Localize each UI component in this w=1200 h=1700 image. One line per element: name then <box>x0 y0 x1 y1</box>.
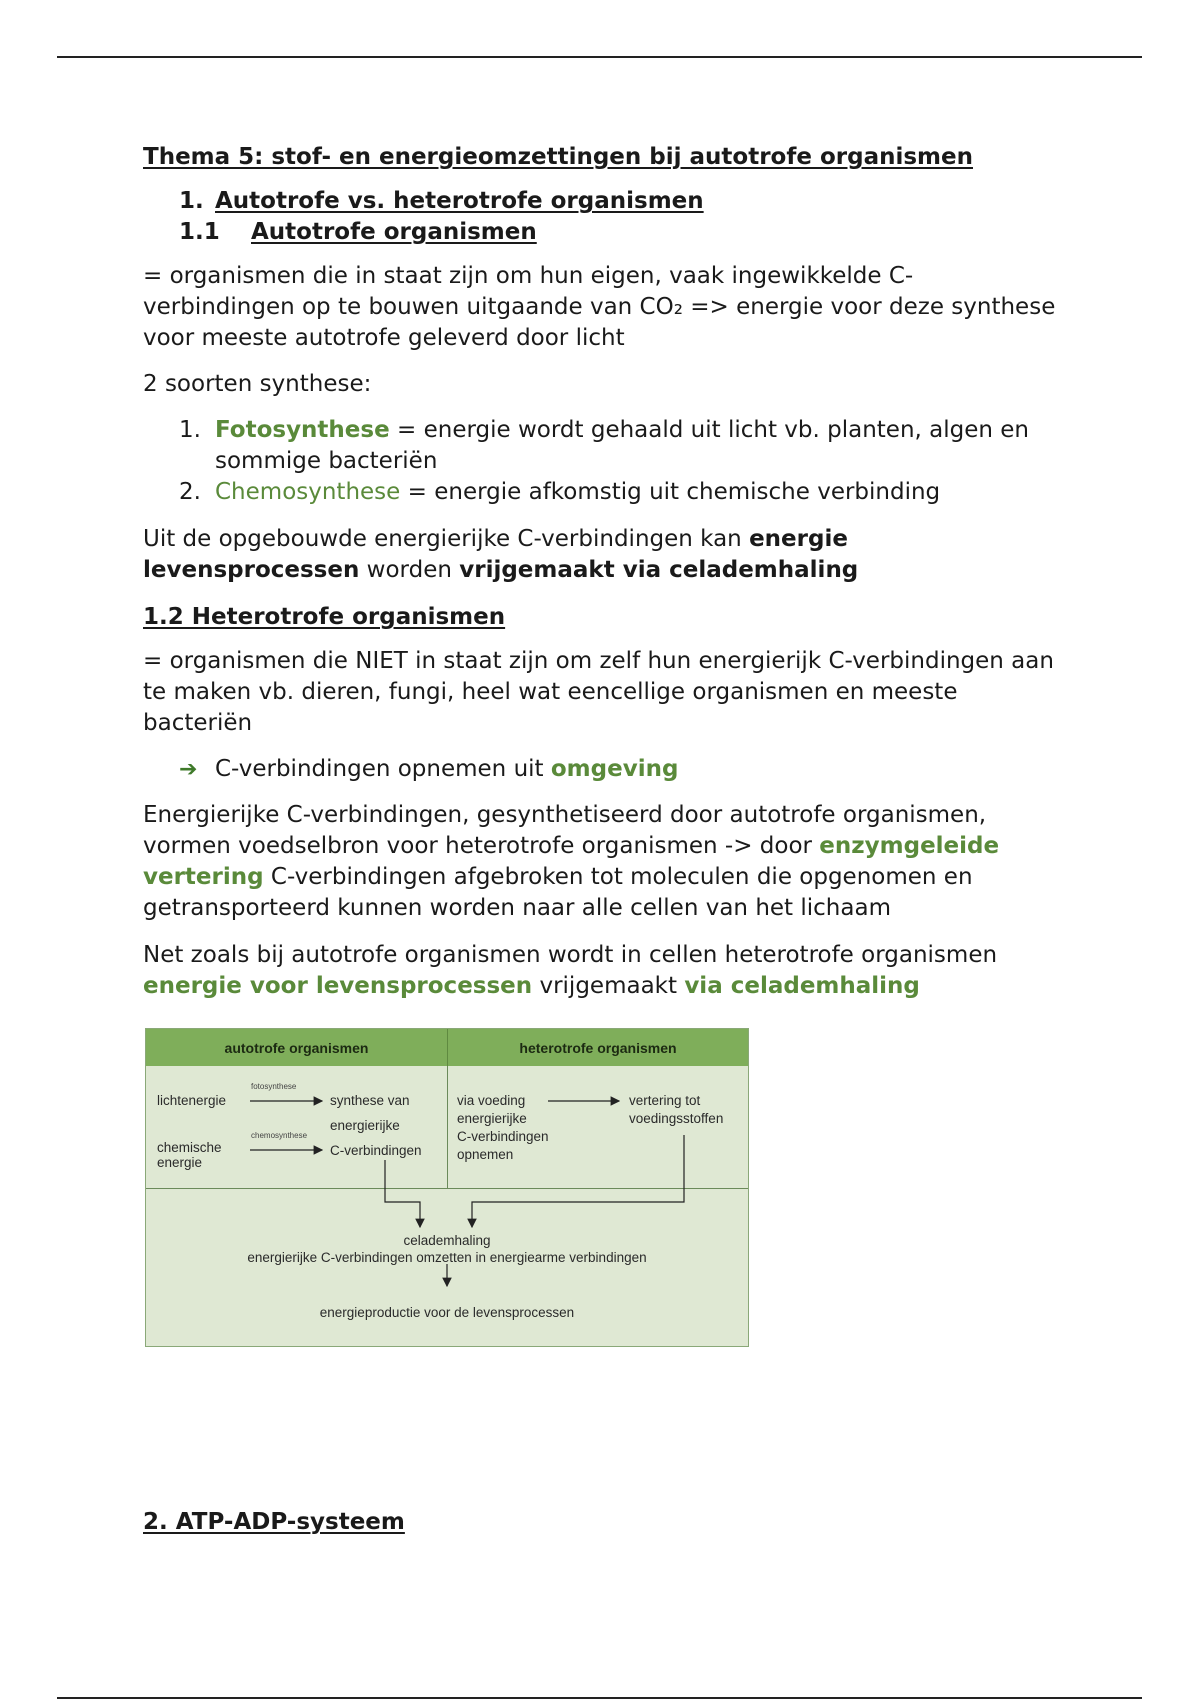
label-energie: energie <box>157 1155 203 1170</box>
list-description: = energie afkomstig uit chemische verbinding <box>400 479 941 505</box>
list-item <box>179 477 1063 508</box>
organisms-diagram <box>145 1028 749 1347</box>
label-via-voeding: via voeding <box>457 1093 526 1108</box>
footer-rule <box>57 1697 1142 1699</box>
label-c-verbindingen: C-verbindingen <box>330 1143 422 1158</box>
paragraph-voedselbron <box>143 800 1063 924</box>
section-1-heading <box>179 186 1063 217</box>
document-title: Thema 5: stof- en energieomzettingen bij autotrofe organismen <box>143 144 973 170</box>
paragraph-synthese-types: 2 soorten synthese: <box>143 371 372 397</box>
list-number: 2. <box>179 479 201 505</box>
text-run-bold: energie levensprocessen <box>143 526 848 583</box>
label-energierijke-heterotroof: energierijke <box>457 1111 527 1126</box>
text-run: Energierijke C-verbindingen, gesynthetiseerd door autotrofe organismen, vormen voedselbron voor heterotrofe organismen -> door <box>143 802 987 859</box>
list-text <box>215 415 1063 477</box>
text-run: Uit de opgebouwde energierijke C-verbindingen kan <box>143 526 750 552</box>
term-chemosynthese: Chemosynthese <box>215 479 401 505</box>
label-chemosynthese: chemosynthese <box>251 1131 308 1140</box>
diagram-arrows <box>146 1029 748 1346</box>
diagram-header-autotrofe: autotrofe organismen <box>146 1029 448 1066</box>
label-omzetten: energierijke C-verbindingen omzetten in energiearme verbindingen <box>247 1250 647 1265</box>
term-omgeving: omgeving <box>550 756 679 782</box>
section-2-heading: 2. ATP-ADP-systeem <box>143 1509 405 1535</box>
document-body <box>143 142 1063 1002</box>
label-lichtenergie: lichtenergie <box>157 1093 227 1108</box>
label-c-verbindingen-heterotroof: C-verbindingen <box>457 1129 549 1144</box>
arrow-autotroof-to-celademhaling <box>385 1160 420 1227</box>
list-description: = energie wordt gehaald uit licht vb. planten, algen en sommige bacteriën <box>215 417 1029 474</box>
diagram-header-heterotrofe: heterotrofe organismen <box>448 1029 748 1066</box>
arrow-icon: ➔ <box>179 757 198 782</box>
list-text <box>215 477 1063 508</box>
section-1-number: 1. <box>179 188 204 214</box>
paragraph-heterotrofe-definition: = organismen die NIET in staat zijn om zelf hun energierijk C-verbindingen aan te maken vb. dieren, fungi, heel wat eencellige organismen en meeste bacteriën <box>143 648 1054 736</box>
paragraph-celademhaling <box>143 940 1063 1002</box>
section-1-1-title: Autotrofe organismen <box>251 219 537 245</box>
paragraph-energie-vrijmaken <box>143 524 1063 586</box>
section-1-1-number: 1.1 <box>179 219 220 245</box>
term-fotosynthese: Fotosynthese <box>215 417 390 443</box>
label-celademhaling: celademhaling <box>403 1233 491 1248</box>
text-run: worden <box>359 557 460 583</box>
bullet-text <box>215 754 678 785</box>
label-fotosynthese: fotosynthese <box>251 1082 297 1091</box>
section-1-2-heading: 1.2 Heterotrofe organismen <box>143 604 506 630</box>
list-item <box>179 415 1063 477</box>
label-energieproductie: energieproductie voor de levensprocessen <box>319 1305 575 1320</box>
bullet-item <box>179 754 1063 785</box>
header-rule <box>57 56 1142 58</box>
label-voedingsstoffen: voedingsstoffen <box>629 1111 724 1126</box>
list-number: 1. <box>179 417 201 443</box>
label-energierijke: energierijke <box>330 1118 400 1133</box>
text-run: C-verbindingen opnemen uit <box>215 756 551 782</box>
synthese-list <box>179 415 1063 508</box>
label-vertering-tot: vertering tot <box>629 1093 701 1108</box>
label-chemische: chemische <box>157 1140 222 1155</box>
text-run: Net zoals bij autotrofe organismen wordt in cellen heterotrofe organismen <box>143 942 998 968</box>
section-1-1-heading <box>179 217 1063 248</box>
label-synthese-van: synthese van <box>330 1093 410 1108</box>
term-via-celademhaling: via celademhaling <box>684 973 920 999</box>
term-enzymgeleide-vertering: enzymgeleide vertering <box>143 833 1000 890</box>
text-run-bold: vrijgemaakt via celademhaling <box>459 557 859 583</box>
paragraph-autotrofe-definition: = organismen die in staat zijn om hun eigen, vaak ingewikkelde C-verbindingen op te bouwen uitgaande van CO₂ => energie voor deze synthese voor meeste autotrofe geleverd door licht <box>143 263 1056 351</box>
text-run: vrijgemaakt <box>532 973 685 999</box>
term-energie-levensprocessen: energie voor levensprocessen <box>143 973 533 999</box>
label-opnemen: opnemen <box>457 1147 514 1162</box>
text-run: C-verbindingen afgebroken tot moleculen die opgenomen en getransporteerd kunnen worden naar alle cellen van het lichaam <box>143 864 973 921</box>
section-1-title: Autotrofe vs. heterotrofe organismen <box>215 188 704 214</box>
